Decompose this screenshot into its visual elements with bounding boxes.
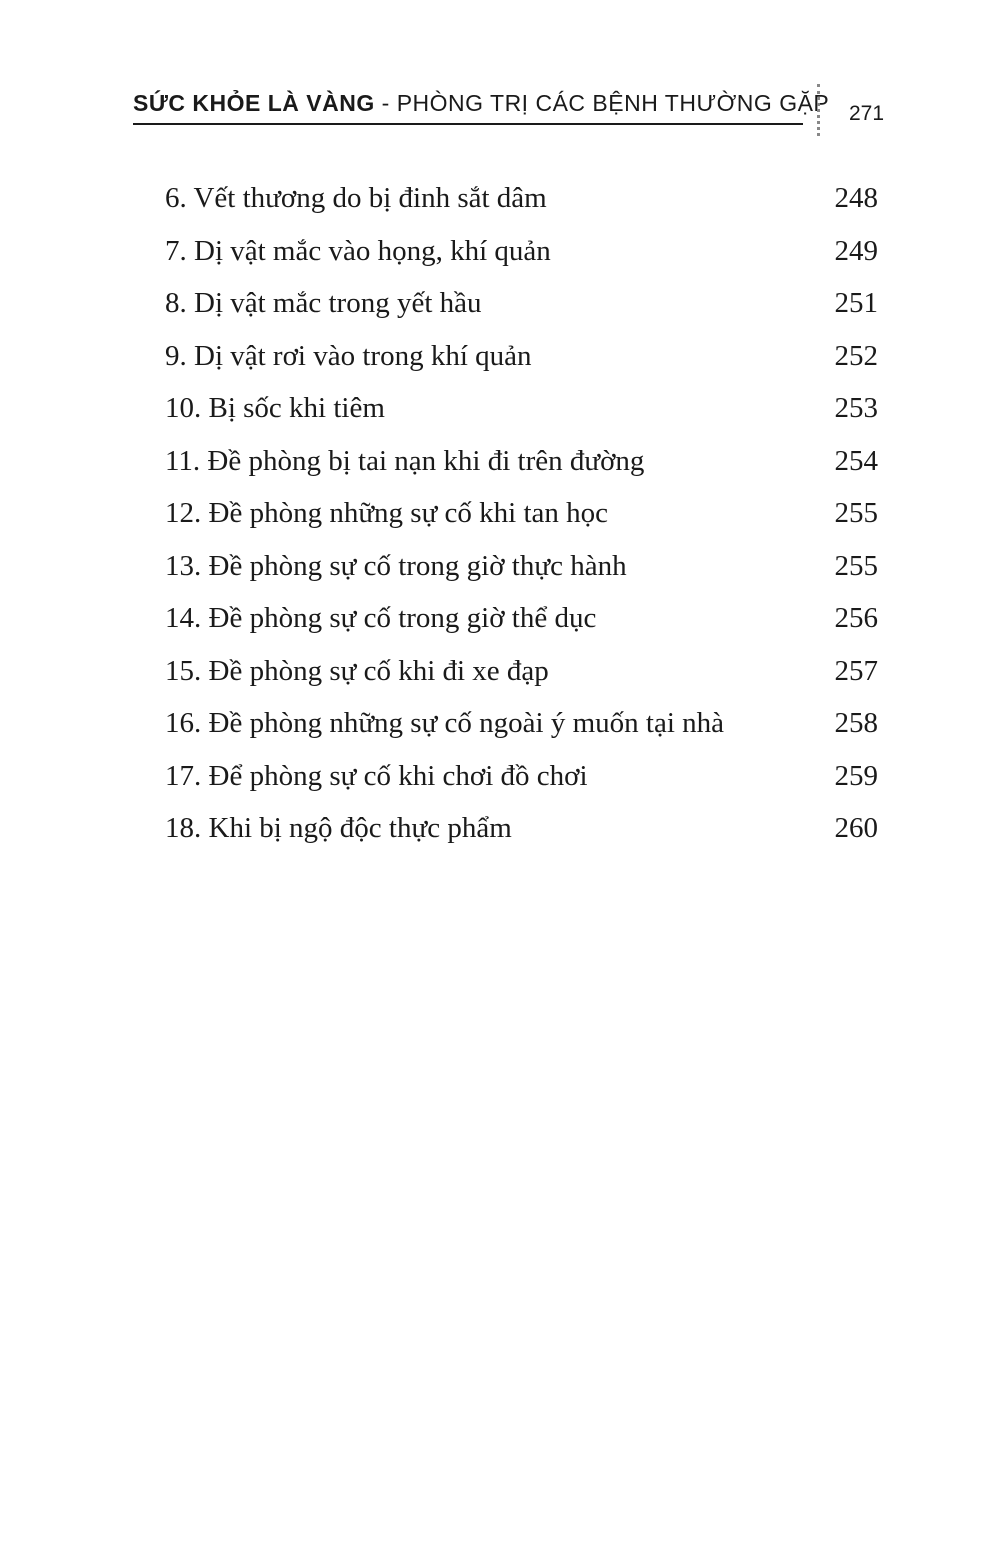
toc-entry-title: 18. Khi bị ngộ độc thực phẩm [165, 812, 512, 844]
toc-entry-page: 257 [834, 654, 878, 687]
toc-entry [165, 441, 878, 494]
running-title-lead: SỨC KHỎE LÀ VÀNG [133, 90, 375, 116]
toc-entry-title: 7. Dị vật mắc vào họng, khí quản [165, 234, 551, 267]
toc-entry-page: 252 [834, 339, 878, 372]
header-divider [817, 84, 820, 136]
header-rule [133, 123, 803, 125]
toc-entry-page: 260 [834, 812, 878, 844]
running-title [133, 90, 830, 117]
toc-entry-page: 253 [834, 392, 878, 424]
toc-entry [165, 598, 878, 651]
toc-entry-page: 258 [834, 707, 878, 739]
toc-entry-title: 16. Đề phòng những sự cố ngoài ý muốn tại nhà [165, 707, 725, 739]
toc-entry-page: 254 [834, 444, 878, 477]
toc-entry [165, 546, 878, 599]
toc-entry-page: 251 [834, 287, 878, 319]
toc-entry-title: 10. Bị sốc khi tiêm [165, 392, 385, 424]
toc-entry [165, 651, 878, 704]
toc-entry [165, 756, 878, 809]
table-of-contents [165, 178, 878, 861]
toc-entry-title: 8. Dị vật mắc trong yết hầu [165, 287, 482, 319]
toc-entry [165, 808, 878, 861]
toc-entry [165, 178, 878, 231]
toc-entry-page: 255 [834, 497, 878, 529]
toc-entry [165, 388, 878, 441]
toc-entry-title: 11. Đề phòng bị tai nạn khi đi trên đường [165, 444, 645, 477]
toc-entry-page: 249 [834, 234, 878, 267]
toc-entry [165, 703, 878, 756]
toc-entry [165, 493, 878, 546]
toc-entry-title: 12. Đề phòng những sự cố khi tan học [165, 497, 609, 529]
toc-entry-title: 13. Đề phòng sự cố trong giờ thực hành [165, 549, 627, 582]
toc-entry-page: 255 [834, 549, 878, 582]
toc-entry-title: 9. Dị vật rơi vào trong khí quản [165, 339, 532, 372]
toc-entry-page: 256 [834, 602, 878, 634]
toc-entry-page: 248 [834, 182, 878, 214]
page-number: 271 [849, 102, 885, 125]
toc-entry [165, 231, 878, 284]
toc-entry-title: 14. Đề phòng sự cố trong giờ thể dục [165, 602, 597, 634]
toc-entry-page: 259 [834, 759, 878, 792]
running-title-rest: - PHÒNG TRỊ CÁC BỆNH THƯỜNG GẶP [374, 90, 830, 116]
toc-entry-title: 15. Đề phòng sự cố khi đi xe đạp [165, 654, 549, 687]
toc-entry [165, 283, 878, 336]
toc-entry-title: 17. Để phòng sự cố khi chơi đồ chơi [165, 759, 588, 792]
page-header [133, 84, 893, 144]
toc-entry [165, 336, 878, 389]
toc-entry-title: 6. Vết thương do bị đinh sắt dâm [165, 182, 547, 214]
